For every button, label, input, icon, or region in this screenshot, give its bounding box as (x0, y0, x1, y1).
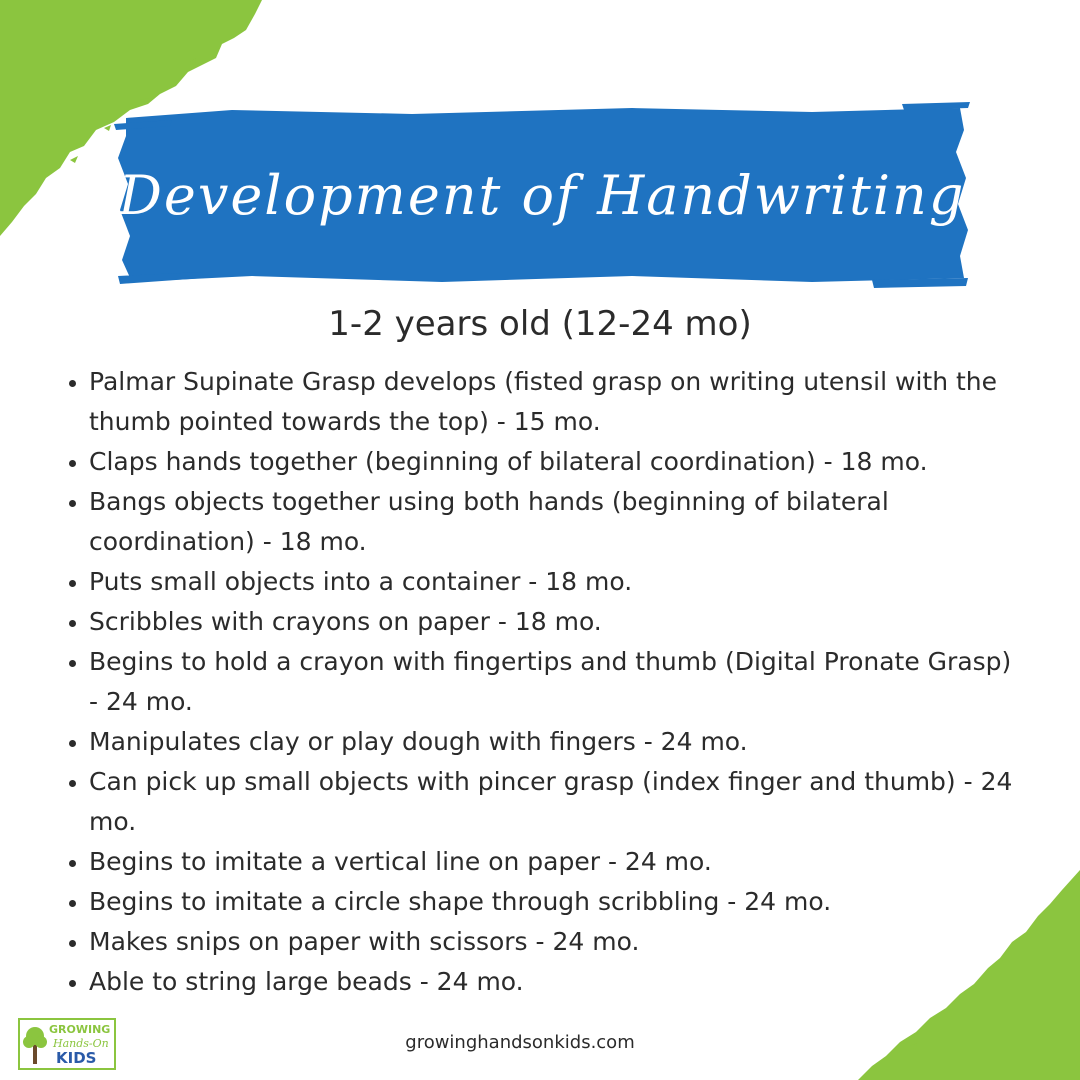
list-item: Begins to imitate a vertical line on paper - 24 mo. (66, 842, 1026, 882)
list-item: Puts small objects into a container - 18 mo. (66, 562, 1026, 602)
list-item: Manipulates clay or play dough with fingers - 24 mo. (66, 722, 1026, 762)
list-item: Bangs objects together using both hands (beginning of bilateral coordination) - 18 mo. (66, 482, 1026, 562)
list-item: Can pick up small objects with pincer grasp (index finger and thumb) - 24 mo. (66, 762, 1026, 842)
age-range-subtitle: 1-2 years old (12-24 mo) (328, 304, 752, 344)
list-item: Begins to imitate a circle shape through scribbling - 24 mo. (66, 882, 1026, 922)
logo-text-kids: KIDS (56, 1049, 97, 1067)
milestone-list (66, 362, 1026, 1002)
list-item: Makes snips on paper with scissors - 24 mo. (66, 922, 1026, 962)
list-item: Scribbles with crayons on paper - 18 mo. (66, 602, 1026, 642)
list-item: Palmar Supinate Grasp develops (fisted grasp on writing utensil with the thumb pointed towards the top) - 15 mo. (66, 362, 1026, 442)
logo-text-hands-on: Hands-On (53, 1037, 109, 1050)
website-url: growinghandsonkids.com (405, 1032, 635, 1053)
list-item: Begins to hold a crayon with fingertips and thumb (Digital Pronate Grasp) - 24 mo. (66, 642, 1026, 722)
page-title: Development of Handwriting (118, 163, 966, 227)
list-item: Claps hands together (beginning of bilateral coordination) - 18 mo. (66, 442, 1026, 482)
title-banner (112, 100, 972, 290)
logo-text-growing: GROWING (49, 1023, 111, 1036)
list-item: Able to string large beads - 24 mo. (66, 962, 1026, 1002)
